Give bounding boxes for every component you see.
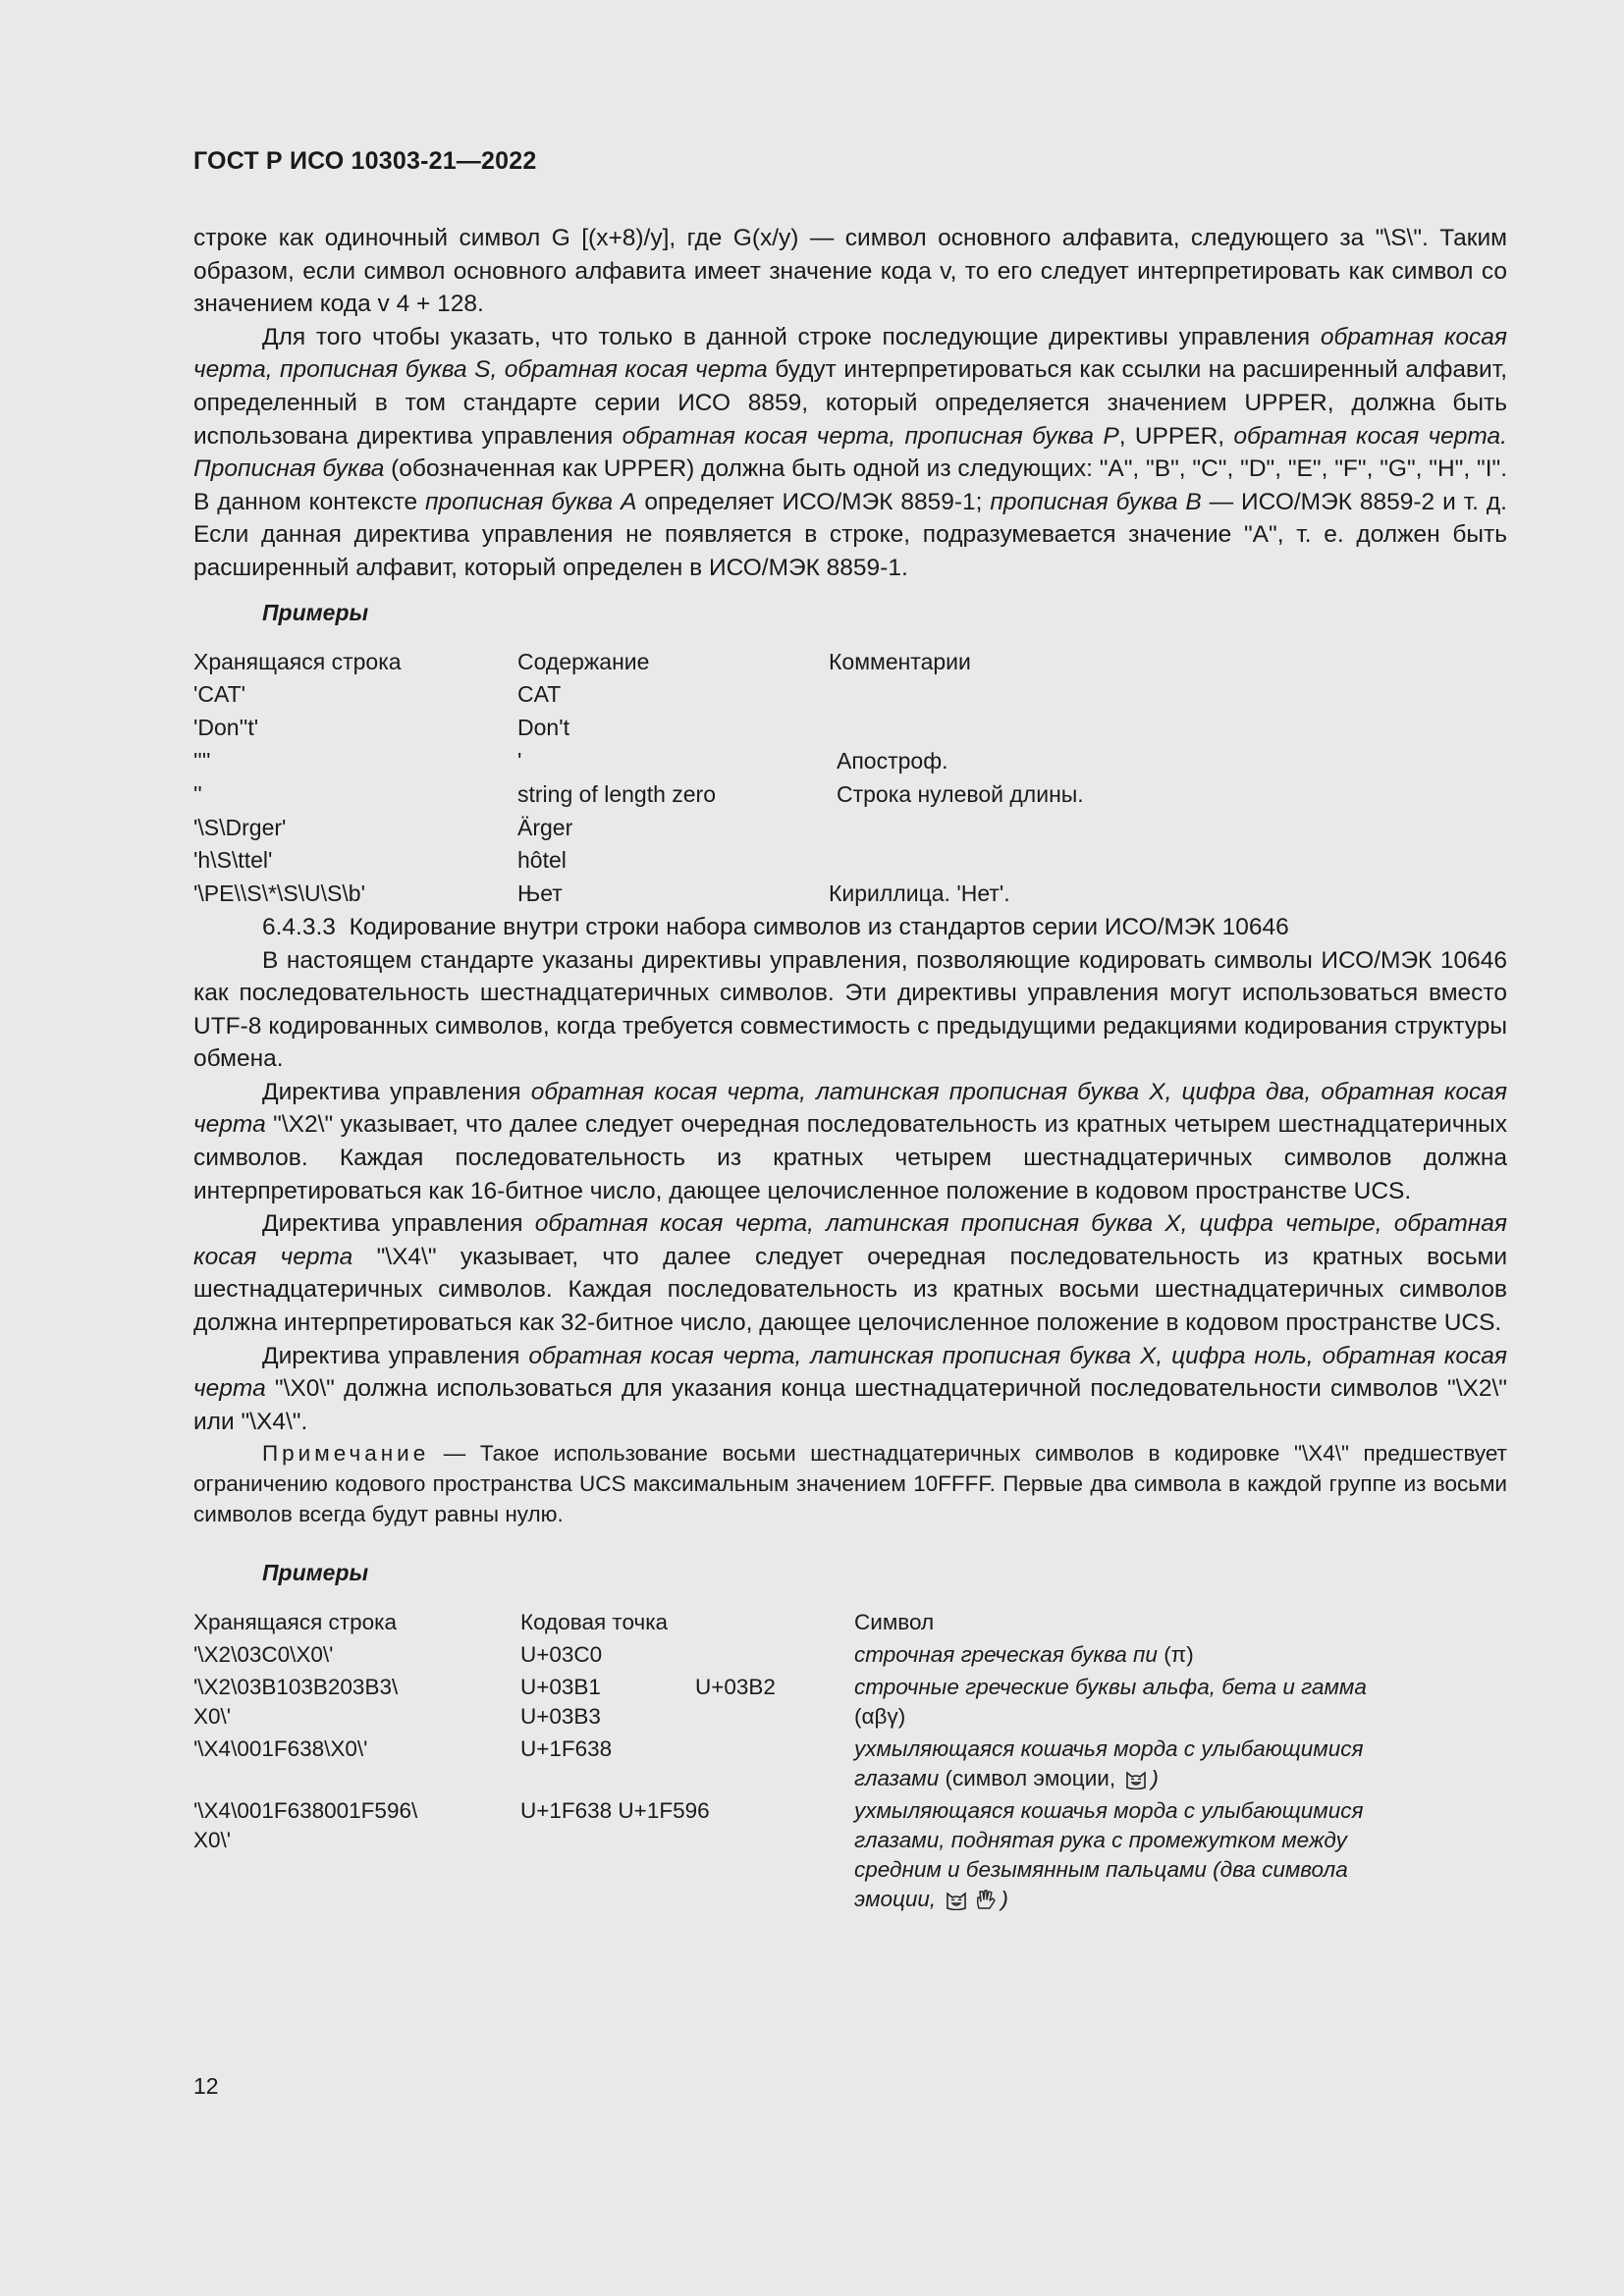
examples-title: Примеры [262,599,369,625]
paragraph-upper-directive: Для того чтобы указать, что только в данной строке последующие директивы управления обратная косая черта, прописная буква S, обратная косая черта будут интерпретироваться как ссылки на расширенный алфавит, определенный в том стандарте серии ИСО 8859, который определяется значением UPPER, должна быть использована директива управления обратная косая черта, прописная буква P, UPPER, обратная косая черта. Прописная буква (обозначенная как UPPER) должна быть одной из следующих: "A", "B", "C", "D", "E", "F", "G", "H", "I". В данном контексте прописная буква A определяет ИСО/МЭК 8859-1; прописная буква B — ИСО/МЭК 8859-2 и т. д. Если данная директива управления не появляется в строке, подразумевается значение "A", т. е. должен быть расширенный алфавит, который определен в ИСО/МЭК 8859-1. [193,323,1508,581]
table-cell: Апостроф. [837,747,948,774]
paragraph-intro-10646: В настоящем стандарте указаны директивы управления, позволяющие кодировать символы ИСО/МЭК 10646 как последовательность шестнадцатеричных символов. Эти директивы управления могут использоваться вместо UTF-8 кодированных символов, когда требуется совместимость с предыдущими редакциями кодирования структуры обмена. [193,946,1507,1073]
table-cell: U+1F638 [520,1736,613,1762]
document-body [193,222,1507,1917]
examples-table-2 [193,1608,1443,1917]
table-header: Хранящаяся строка [193,1610,397,1635]
table-cell: 'CAT' [193,681,246,708]
table-cell: ухмыляющаяся кошачья морда с улыбающимися глазами (символ эмоции, ) [854,1736,1364,1791]
table-row [193,778,1327,812]
clause-number: 6.4.3.3 [262,913,336,940]
table-header: Кодовая точка [520,1610,669,1635]
table-row [193,1673,1443,1735]
table-cell: CAT [517,681,562,708]
table-cell: hôtel [517,847,567,874]
table-cell: U+1F638 U+1F596 [520,1798,710,1824]
table-cell: Don't [517,715,569,741]
paragraph-x4-directive: Директива управления обратная косая черта, латинская прописная буква X, цифра четыре, обратная косая черта "\X4\" указывает, что далее следует очередная последовательность из кратных восьми шестнадцатеричных символов. Каждая последовательность из кратных восьми шестнадцатеричных символов должна интерпретироваться как 32-битное число, дающее целочисленное положение в кодовом пространстве UCS. [193,1210,1508,1337]
page-number: 12 [193,2073,219,2099]
examples-title: Примеры [262,1560,369,1586]
vulcan-salute-icon [974,1889,998,1910]
table-cell: U+03B1 U+03B3 [520,1675,601,1730]
note-label: Примечание [262,1441,430,1467]
table-cell: строчная греческая буква пи (π) [854,1642,1194,1668]
document-header: ГОСТ Р ИСО 10303-21—2022 [193,147,537,175]
table-cell: 'Don''t' [193,715,259,741]
table-cell: ухмыляющаяся кошачья морда с улыбающимися глазами, поднятая рука с промежутком между средним и безымянным пальцами (два символа эмоции, ) [854,1798,1364,1912]
paragraph-x0-directive: Директива управления обратная косая черта, латинская прописная буква X, цифра ноль, обратная косая черта "\X0\" должна использоваться для указания конца шестнадцатеричной последовательности символов "\X2\" или "\X4\". [193,1342,1507,1435]
table-cell: '\X4\001F638001F596\ X0\' [193,1798,418,1853]
paragraph-x2-directive: Директива управления обратная косая черта, латинская прописная буква X, цифра два, обратная косая черта "\X2\" указывает, что далее следует очередная последовательность из кратных четырем шестнадцатеричных символов. Каждая последовательность из кратных четырем шестнадцатеричных символов должна интерпретироваться как 16-битное число, дающее целочисленное положение в кодовом пространстве UCS. [193,1078,1507,1204]
table-row [193,1640,1443,1673]
table-cell: 'h\S\ttel' [193,847,273,874]
table-cell [829,812,1327,845]
table-row [193,745,1327,778]
note: Примечание — Такое использование восьми шестнадцатеричных символов в кодировке "\X4\" предшествует ограничению кодового пространства UCS максимальным значением 10FFFF. Первые два символа в каждой группе из восьми символов всегда будут равны нулю. [193,1441,1507,1527]
table-cell: '\X2\03B103B203B3\ X0\' [193,1675,399,1730]
table-cell: '' [193,780,202,807]
grinning-cat-icon [945,1889,968,1910]
table-row [193,712,1327,745]
table-cell: Кириллица. 'Нет'. [829,881,1010,907]
table-header-row [193,646,1327,679]
table-cell: '\X4\001F638\X0\' [193,1736,368,1762]
table-cell: '\PE\\S\*\S\U\S\b' [193,881,365,907]
paragraph-continuation: строке как одиночный символ G [(x+8)/y], где G(x/y) — символ основного алфавита, следующего за "\S\". Таким образом, если символ основного алфавита имеет значение кода v, то его следует интерпретировать как символ со значением кода v 4 + 128. [193,225,1507,318]
table-cell: Строка нулевой длины. [837,780,1084,807]
clause-title: Кодирование внутри строки набора символов из стандартов серии ИСО/МЭК 10646 [349,913,1289,940]
table-cell: U+03C0 [520,1642,603,1668]
table-cell: ' [517,747,522,774]
table-cell: '''' [193,747,211,774]
table-header: Хранящаяся строка [193,648,402,674]
table-cell [829,712,1327,745]
table-row [193,878,1327,911]
table-row [193,1796,1443,1917]
table-row [193,844,1327,878]
table-header: Содержание [517,648,650,674]
table-cell: U+03B2 [695,1675,776,1700]
table-cell [829,844,1327,878]
table-cell: '\X2\03C0\X0\' [193,1642,334,1668]
grinning-cat-icon [1124,1768,1148,1789]
table-row [193,678,1327,712]
table-cell: строчные греческие буквы альфа, бета и гамма (αβγ) [854,1675,1367,1730]
table-cell: string of length zero [517,780,717,807]
examples-table-1 [193,646,1327,911]
table-cell: Њет [517,881,563,907]
table-cell [829,678,1327,712]
table-row [193,1735,1443,1796]
table-cell: '\S\Drger' [193,814,287,840]
table-cell: Ärger [517,814,573,840]
table-row [193,812,1327,845]
table-header: Комментарии [829,648,971,674]
table-header-row [193,1608,1443,1640]
clause-heading [193,911,1507,944]
table-header: Символ [854,1610,935,1635]
